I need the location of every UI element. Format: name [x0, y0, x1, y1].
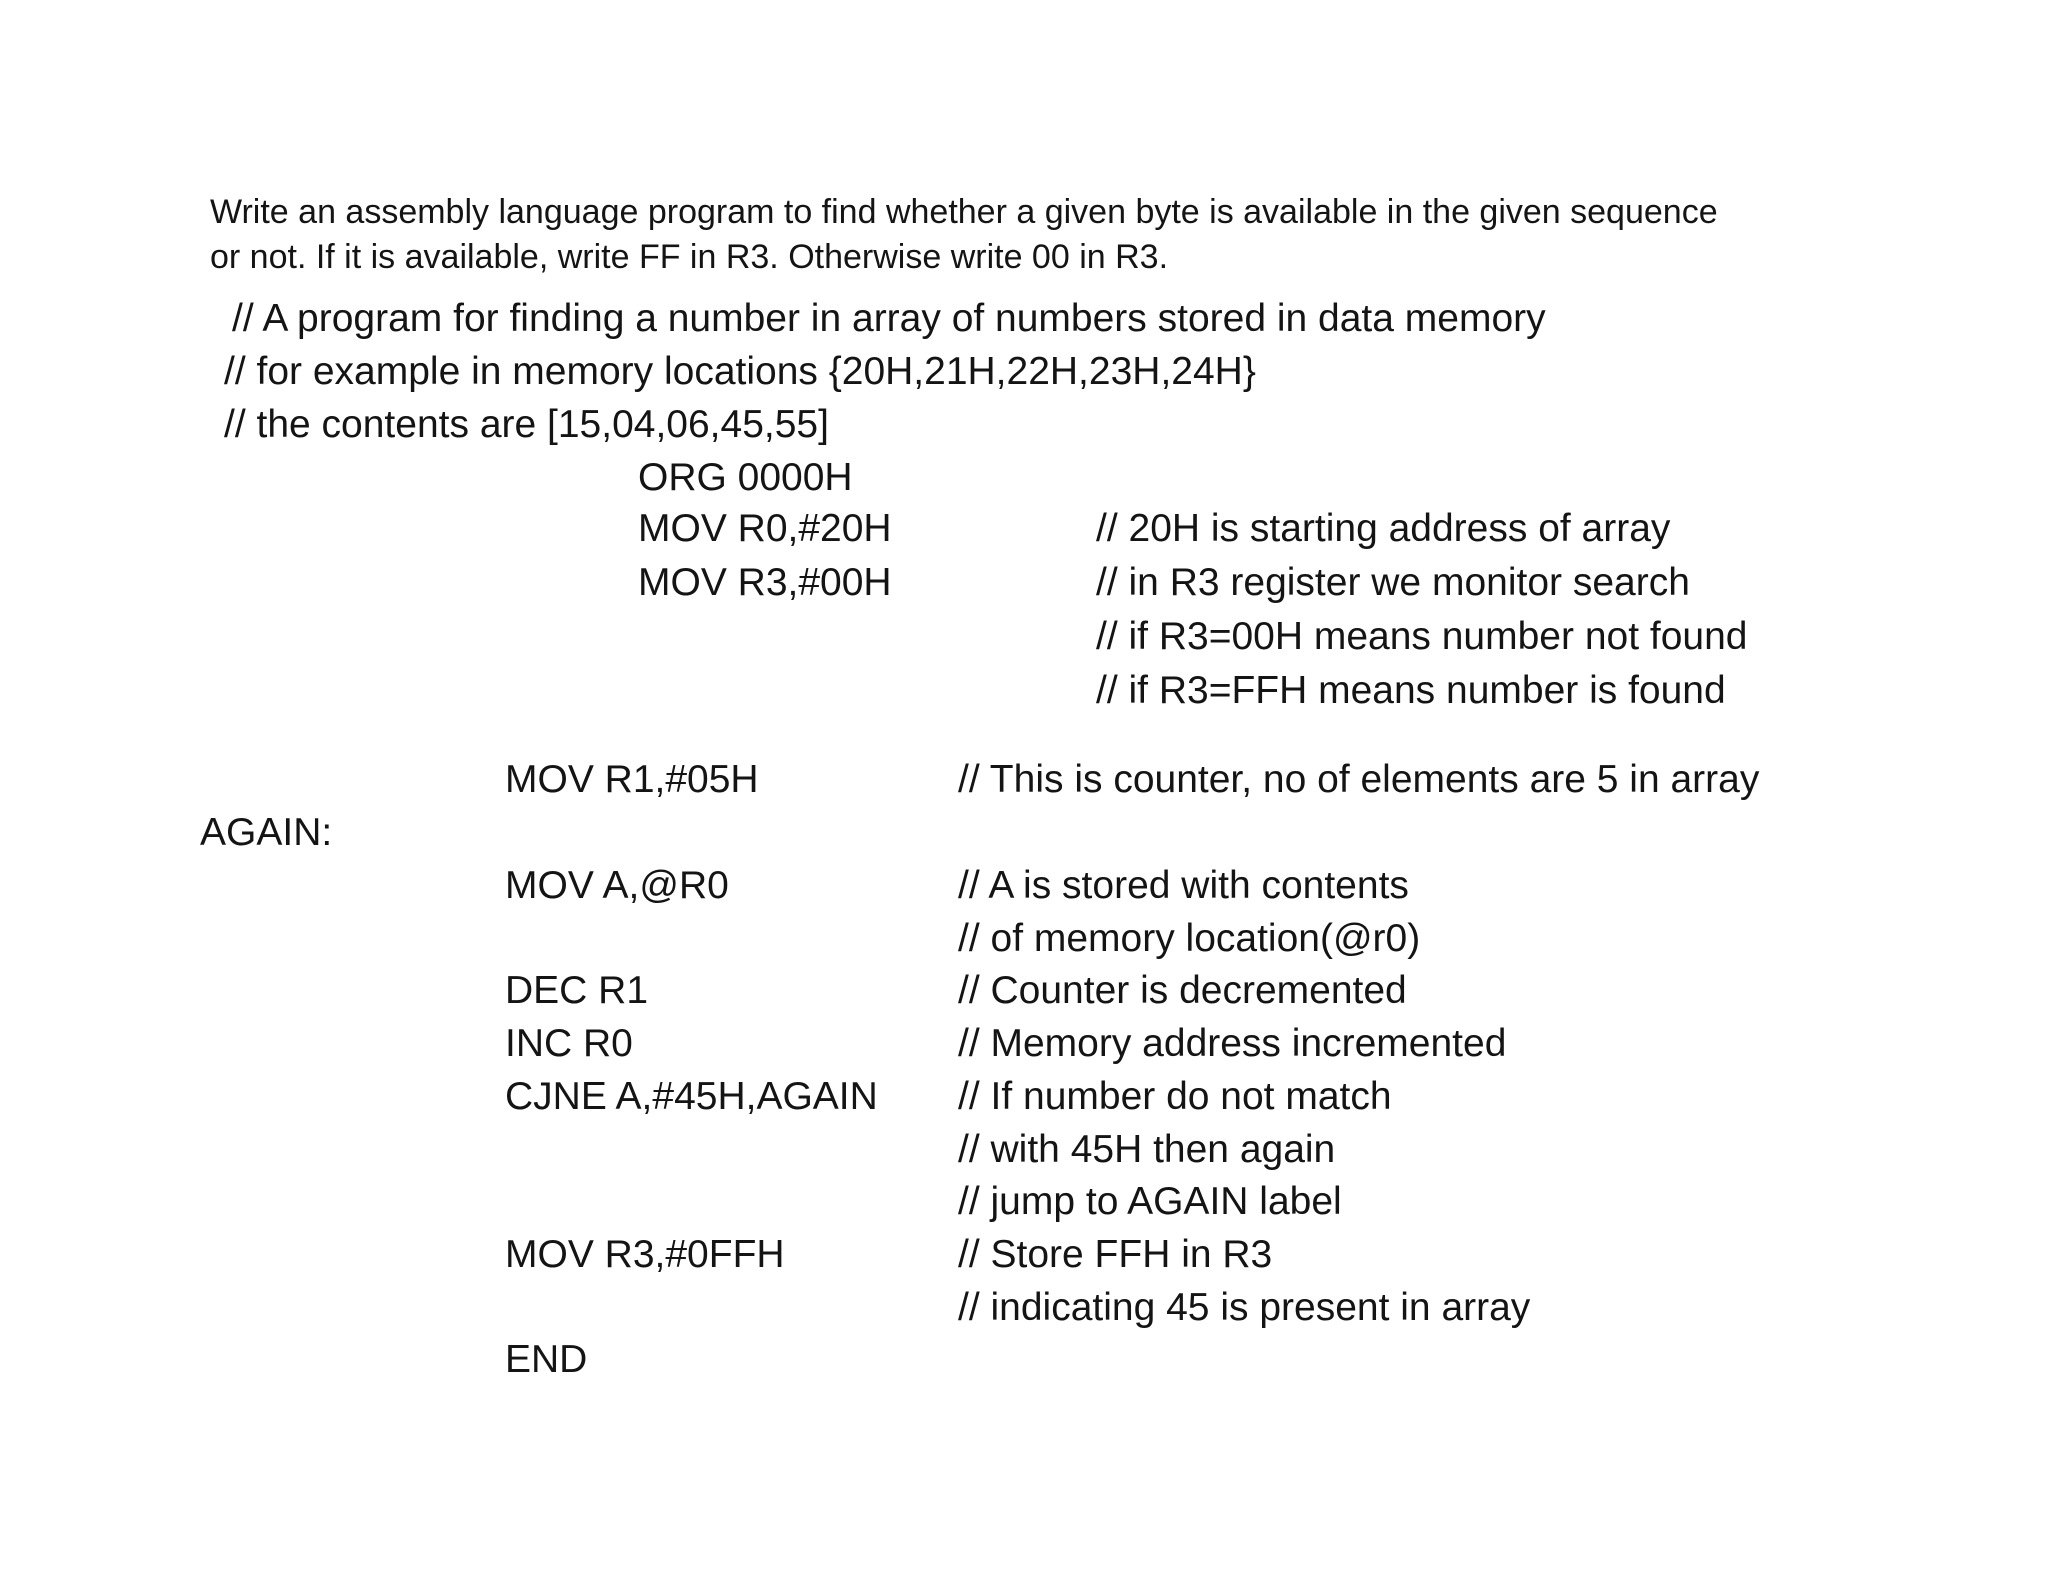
comment-cjne-1: // If number do not match	[958, 1075, 1392, 1118]
comment-inc-r0: // Memory address incremented	[958, 1022, 1507, 1065]
code-line-inc-r0: INC R0	[505, 1022, 633, 1065]
comment-mov-r3-ff-2: // indicating 45 is present in array	[958, 1286, 1531, 1329]
header-comment-3: // the contents are [15,04,06,45,55]	[224, 403, 829, 446]
code-line-org: ORG 0000H	[638, 456, 853, 499]
header-comment-1: // A program for finding a number in array of numbers stored in data memory	[232, 297, 1546, 340]
comment-mov-r3-ff-1: // Store FFH in R3	[958, 1233, 1273, 1276]
code-line-mov-a: MOV A,@R0	[505, 864, 729, 907]
comment-mov-r1: // This is counter, no of elements are 5 in array	[958, 758, 1760, 801]
code-line-mov-r3: MOV R3,#00H	[638, 561, 892, 604]
problem-statement-line-2: or not. If it is available, write FF in R3. Otherwise write 00 in R3.	[210, 238, 1169, 276]
header-comment-2: // for example in memory locations {20H,21H,22H,23H,24H}	[224, 350, 1256, 393]
comment-cjne-2: // with 45H then again	[958, 1128, 1336, 1171]
comment-mov-r0: // 20H is starting address of array	[1096, 507, 1671, 550]
problem-statement-line-1: Write an assembly language program to find whether a given byte is available in the given sequence	[210, 193, 1718, 231]
code-line-mov-r0: MOV R0,#20H	[638, 507, 892, 550]
label-again: AGAIN:	[200, 811, 333, 854]
comment-cjne-3: // jump to AGAIN label	[958, 1180, 1342, 1223]
comment-dec-r1: // Counter is decremented	[958, 969, 1407, 1012]
code-line-end: END	[505, 1338, 588, 1381]
code-line-mov-r1: MOV R1,#05H	[505, 758, 759, 801]
comment-mov-r3: // in R3 register we monitor search	[1096, 561, 1690, 604]
code-line-dec-r1: DEC R1	[505, 969, 649, 1012]
comment-mov-a-2: // of memory location(@r0)	[958, 917, 1421, 960]
comment-mov-a-1: // A is stored with contents	[958, 864, 1409, 907]
code-line-cjne: CJNE A,#45H,AGAIN	[505, 1075, 878, 1118]
comment-r3-found: // if R3=FFH means number is found	[1096, 669, 1726, 712]
comment-r3-not-found: // if R3=00H means number not found	[1096, 615, 1748, 658]
code-line-mov-r3-ff: MOV R3,#0FFH	[505, 1233, 785, 1276]
